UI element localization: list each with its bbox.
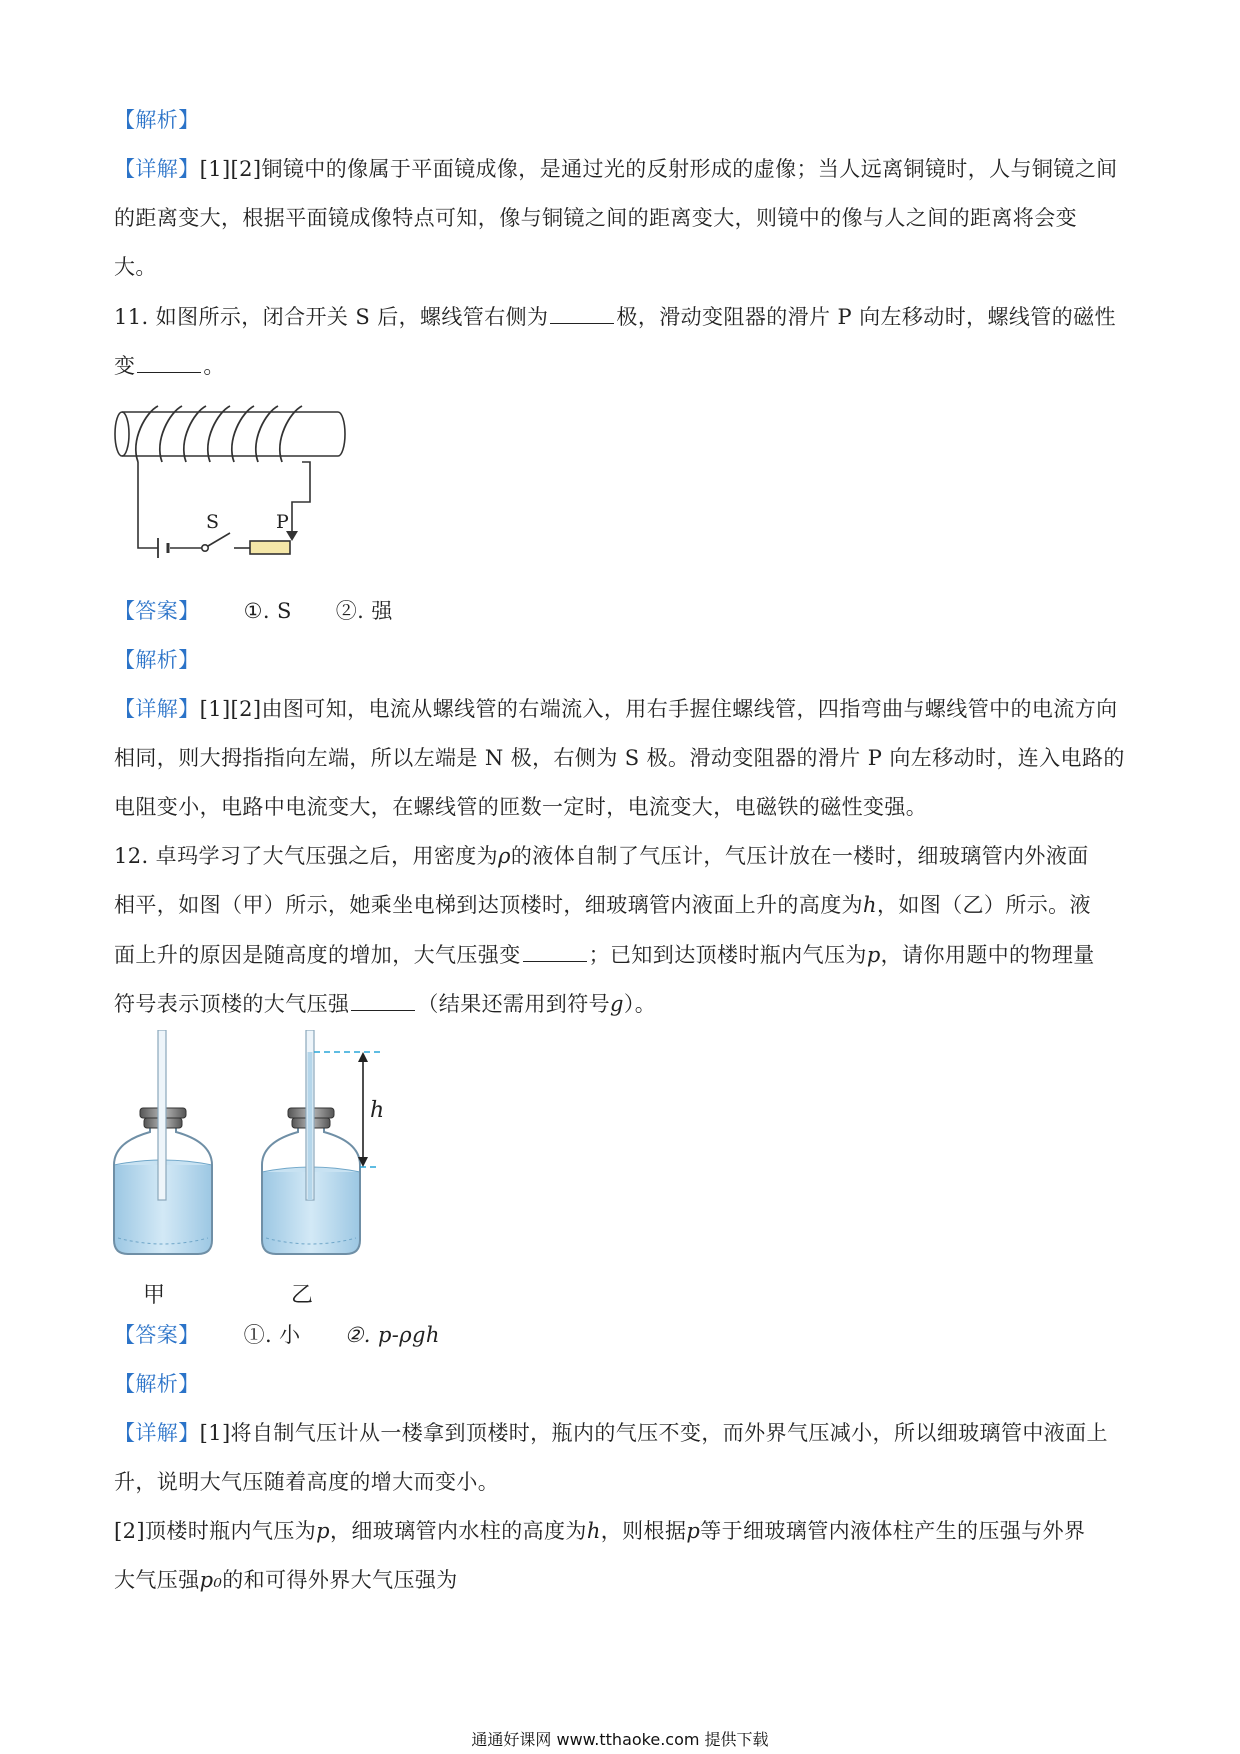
q12-stem-line-4	[114, 990, 1136, 1017]
q12-symbol-p: p	[686, 1519, 701, 1543]
circuit-wires	[138, 462, 310, 548]
page-footer: 通通好课网 www.tthaoke.com 提供下载	[471, 1730, 769, 1749]
q12-stem-part: ；已知到达顶楼时瓶内气压为	[588, 943, 867, 967]
q12-stem-part: ）。	[623, 992, 657, 1016]
q12-symbol-h: h	[863, 893, 877, 917]
q11-stem-part-d: 。	[203, 354, 225, 378]
analysis-tag: 【解析】	[114, 108, 200, 132]
q12-detail-line-2: 升，说明大气压随着高度的增大而变小。	[114, 1470, 500, 1494]
q12-symbol-rho: ρ	[498, 844, 511, 868]
q12-detail-part: 等于细玻璃管内液体柱产生的压强与外界	[700, 1519, 1086, 1543]
q12-stem-part: 12. 卓玛学习了大气压强之后，用密度为	[114, 844, 499, 868]
q12-detail-part: 的和可得外界大气压强为	[222, 1568, 458, 1592]
q12-answer-1: ①. 小	[243, 1323, 301, 1347]
q12-stem-part: 面上升的原因是随高度的增加，大气压强变	[114, 943, 521, 967]
q11-answer-2: ②. 强	[335, 599, 393, 623]
q10-detail-text: [1][2]铜镜中的像属于平面镜成像，是通过光的反射形成的虚像；当人远离铜镜时，人与铜镜之间	[199, 157, 1118, 181]
q12-symbol-p0: p₀	[199, 1568, 223, 1592]
slider-label-p: P	[276, 511, 289, 533]
q11-stem-line-2	[114, 352, 1136, 379]
q12-stem-part: 相平，如图（甲）所示，她乘坐电梯到达顶楼时，细玻璃管内液面上升的高度为	[114, 893, 863, 917]
q12-blank-2	[351, 990, 415, 1011]
q11-blank-1	[550, 303, 614, 324]
q11-answer-1: ①. S	[243, 599, 292, 623]
q11-stem-part-b: 极，滑动变阻器的滑片 P 向左移动时，螺线管的磁性	[616, 305, 1116, 329]
answer-tag: 【答案】	[114, 599, 200, 623]
q10-detail-line-1	[114, 156, 1136, 182]
rheostat-icon	[250, 541, 290, 554]
switch-label-s: S	[206, 511, 220, 533]
arrow-up-icon	[358, 1052, 368, 1062]
q11-stem-line-1	[114, 303, 1136, 330]
solenoid-tube	[115, 412, 345, 456]
q12-detail-part: 大气压强	[114, 1568, 200, 1592]
q12-detail-line-3	[114, 1518, 1136, 1544]
q12-answer-2: ②. p-ρgh	[344, 1323, 440, 1347]
answer-tag: 【答案】	[114, 1323, 200, 1347]
q11-detail-line-3: 电阻变小，电路中电流变大，在螺线管的匝数一定时，电流变大，电磁铁的磁性变强。	[114, 795, 928, 819]
q12-answer-line	[114, 1322, 1136, 1348]
q12-blank-1	[523, 941, 587, 962]
height-label-h: h	[370, 1098, 385, 1123]
detail-tag: 【详解】	[114, 697, 200, 721]
q12-stem-part: ，请你用题中的物理量	[880, 943, 1095, 967]
glass-tube-jia	[158, 1030, 166, 1200]
q12-stem-part: 的液体自制了气压计，气压计放在一楼时，细玻璃管内外液面	[510, 844, 1089, 868]
caption-yi: 乙	[291, 1283, 314, 1308]
q11-detail-line-2: 相同，则大拇指指向左端，所以左端是 N 极，右侧为 S 极。滑动变阻器的滑片 P 向左移动时，连入电路的	[114, 746, 1125, 770]
q12-stem-line-2	[114, 892, 1136, 918]
switch-icon	[202, 533, 230, 551]
barometer-bottle-jia	[114, 1030, 212, 1254]
analysis-tag: 【解析】	[114, 1372, 200, 1396]
q12-symbol-p: p	[866, 943, 881, 967]
q10-detail-line-3: 大。	[114, 255, 157, 279]
q11-detail-line-1	[114, 696, 1136, 722]
detail-tag: 【详解】	[114, 1421, 200, 1445]
barometer-bottle-yi	[262, 1030, 360, 1254]
analysis-tag: 【解析】	[114, 648, 200, 672]
solenoid-coil	[136, 406, 302, 462]
q12-symbol-h: h	[586, 1519, 601, 1543]
q11-answer-line	[114, 598, 1136, 624]
q12-stem-part: 符号表示顶楼的大气压强	[114, 992, 350, 1016]
q12-symbol-p: p	[316, 1519, 330, 1543]
barometer-figures	[108, 1030, 408, 1270]
q12-detail-part: [2]顶楼时瓶内气压为	[114, 1519, 317, 1543]
q12-stem-part: ，如图（乙）所示。液	[876, 893, 1091, 917]
q11-stem-part-c: 变	[114, 354, 136, 378]
caption-jia: 甲	[143, 1283, 166, 1308]
battery-icon	[158, 538, 168, 558]
q12-detail-part: ，细玻璃管内水柱的高度为	[330, 1519, 587, 1543]
solenoid-circuit-figure	[110, 400, 350, 570]
q12-stem-line-1	[114, 843, 1136, 869]
q12-symbol-g: g	[610, 992, 624, 1016]
q10-detail-line-2: 的距离变大，根据平面镜成像特点可知，像与铜镜之间的距离变大，则镜中的像与人之间的距离将会变	[114, 206, 1077, 230]
q12-detail-line-4	[114, 1567, 1136, 1593]
detail-tag: 【详解】	[114, 157, 200, 181]
q11-stem-part-a: 11. 如图所示，闭合开关 S 后，螺线管右侧为	[114, 305, 549, 329]
q12-detail-text: [1]将自制气压计从一楼拿到顶楼时，瓶内的气压不变，而外界气压减小，所以细玻璃管中液面上	[199, 1421, 1108, 1445]
q12-stem-line-3	[114, 941, 1136, 968]
q12-detail-line-1	[114, 1420, 1136, 1446]
q12-stem-part: （结果还需用到符号	[417, 992, 611, 1016]
q11-blank-2	[137, 352, 201, 373]
q12-detail-part: ，则根据	[600, 1519, 687, 1543]
q11-detail-text: [1][2]由图可知，电流从螺线管的右端流入，用右手握住螺线管，四指弯曲与螺线管中的电流方向	[199, 697, 1118, 721]
